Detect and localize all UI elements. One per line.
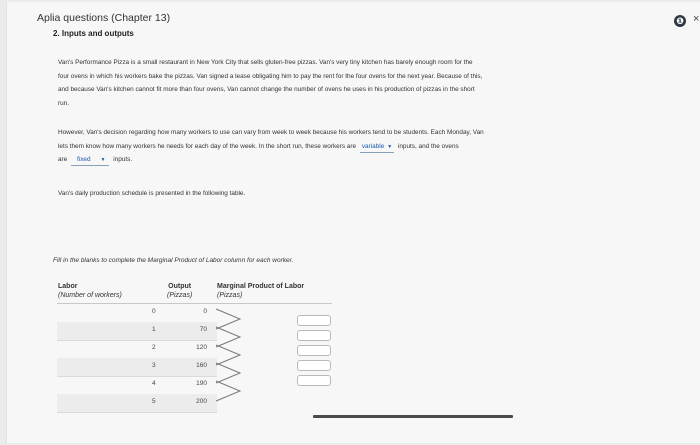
output-cell: 70: [199, 326, 207, 333]
labor-cell: 3: [152, 362, 156, 369]
header-output-label: Output: [168, 283, 192, 290]
labor-cell: 5: [152, 398, 156, 405]
header-labor-label: Labor: [58, 283, 78, 290]
labor-cell: 1: [152, 326, 156, 333]
bracket-icon: [216, 345, 240, 365]
info-icon[interactable]: ❶: [674, 15, 686, 27]
caret-down-icon: ▼: [387, 143, 393, 150]
header-labor: [58, 282, 122, 300]
workers-paragraph: [58, 126, 638, 167]
mpl-input-worker-3[interactable]: [297, 345, 331, 356]
mpl-brackets: [214, 307, 250, 407]
table-row: [57, 322, 217, 341]
labor-cell: 2: [152, 344, 156, 351]
input-type-dropdown-ovens[interactable]: [71, 155, 109, 166]
bracket-icon: [216, 363, 240, 383]
paragraph-line: and because Van's kitchen cannot fit more than four ovens, Van cannot change the number of ovens he uses in his production of pizzas in the short: [58, 86, 475, 93]
labor-cell: 0: [152, 308, 156, 315]
instructions: Fill in the blanks to complete the Marginal Product of Labor column for each worker.: [53, 257, 294, 264]
caret-down-icon: ▼: [100, 157, 106, 163]
mpl-input-worker-4[interactable]: [297, 360, 331, 371]
labor-cell: 4: [152, 380, 156, 387]
header-output-sub: (Pizzas): [167, 292, 193, 299]
page: [6, 2, 700, 443]
bracket-icon: [216, 309, 240, 329]
header-mpl-sub: (Pizzas): [217, 292, 243, 299]
paragraph-text: are: [58, 156, 68, 163]
output-cell: 190: [196, 380, 207, 387]
app-title: Aplia questions (Chapter 13): [37, 12, 171, 24]
table-row: [57, 394, 217, 413]
scroll-indicator: [313, 415, 513, 418]
paragraph-line: [58, 140, 638, 154]
paragraph-text: inputs.: [113, 156, 133, 163]
dropdown-value: variable: [361, 142, 385, 150]
header-mpl-label: Marginal Product of Labor: [217, 283, 305, 290]
mpl-input-worker-2[interactable]: [297, 330, 331, 341]
output-cell: 160: [196, 362, 207, 369]
input-type-dropdown-workers[interactable]: [360, 142, 394, 153]
paragraph-line: four ovens in which his workers bake the pizzas. Van signed a lease obligating him to pay the rent for the four ovens for the next year. Because of this,: [58, 72, 483, 80]
table-row: [57, 304, 217, 323]
scenario-paragraph: [58, 56, 638, 110]
mpl-input-worker-5[interactable]: [297, 375, 331, 386]
header-mpl: [217, 282, 304, 300]
schedule-intro: Van's daily production schedule is presented in the following table.: [58, 190, 246, 197]
paragraph-line: Van's Performance Pizza is a small restaurant in New York City that sells gluten-free pizzas. Van's very tiny kitchen has barely enough room for the: [58, 59, 473, 66]
paragraph-text: lets them know how many workers he needs for each day of the week. In the short run, these workers are: [58, 142, 357, 150]
header-labor-sub: (Number of workers): [58, 292, 122, 299]
output-cell: 0: [203, 308, 207, 315]
paragraph-line: run.: [58, 99, 70, 107]
output-cell: 120: [196, 344, 207, 351]
bracket-icon: [216, 327, 240, 347]
dropdown-value: fixed: [77, 156, 91, 163]
paragraph-text: inputs, and the ovens: [397, 142, 459, 150]
table-row: [57, 340, 217, 359]
bracket-icon: [216, 381, 240, 401]
close-icon[interactable]: ×: [693, 13, 700, 25]
question-title: 2. Inputs and outputs: [53, 29, 134, 38]
table-row: [57, 376, 217, 395]
table-row: [57, 358, 217, 377]
paragraph-line: [58, 153, 638, 167]
paragraph-line: However, Van's decision regarding how many workers to use can vary from week to week because his workers tend to be students. Each Monday, Van: [58, 129, 484, 136]
output-cell: 200: [196, 398, 207, 405]
header-output: [167, 282, 192, 300]
mpl-input-worker-1[interactable]: [297, 315, 331, 326]
